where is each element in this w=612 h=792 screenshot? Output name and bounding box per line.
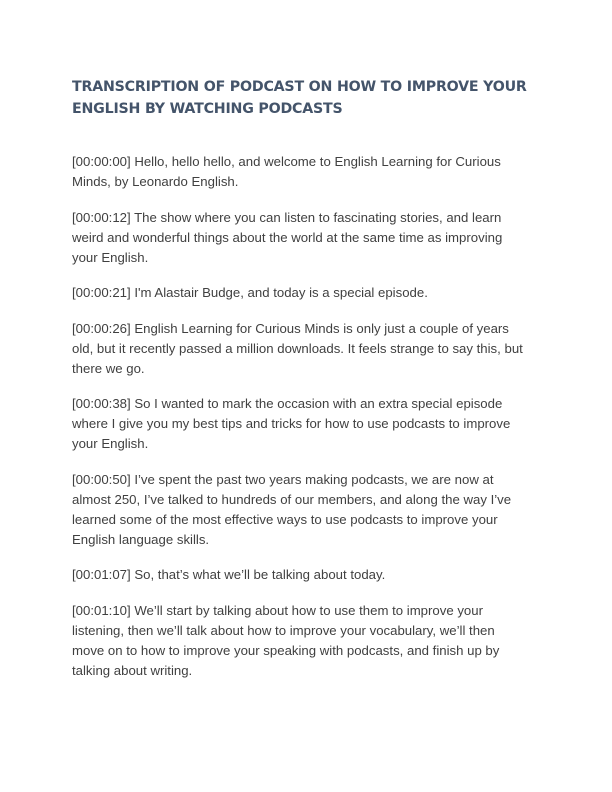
transcript-paragraph — [72, 565, 552, 585]
transcript-line: [00:00:50] I’ve spent the past two years making podcasts, we are now at — [72, 471, 494, 487]
transcript-line: where I give you my best tips and tricks for how to use podcasts to improve — [72, 416, 511, 431]
transcript-line: weird and wonderful things about the world at the same time as improving — [72, 229, 503, 245]
transcript-paragraph — [72, 394, 552, 454]
transcript-line: Minds, by Leonardo English. — [72, 174, 239, 189]
transcript-line: your English. — [72, 436, 149, 451]
transcript-paragraph — [72, 283, 552, 303]
transcript-line: English language skills. — [72, 531, 210, 547]
transcript-body — [72, 152, 552, 696]
transcript-line: learned some of the most effective ways to use podcasts to improve your — [72, 511, 498, 527]
document-title — [72, 76, 552, 120]
title-line: ENGLISH BY WATCHING PODCASTS — [72, 101, 343, 117]
transcript-paragraph — [72, 152, 552, 192]
transcript-line: [00:00:00] Hello, hello hello, and welcome to English Learning for Curious — [72, 154, 501, 169]
transcript-line: [00:00:12] The show where you can listen to fascinating stories, and learn — [72, 209, 502, 225]
transcript-line: [00:01:10] We’ll start by talking about how to use them to improve your — [72, 602, 483, 618]
transcript-line: move on to how to improve your speaking with podcasts, and finish up by — [72, 642, 500, 658]
transcript-paragraph — [72, 470, 552, 550]
transcript-line: [00:00:38] So I wanted to mark the occasion with an extra special episode — [72, 396, 503, 411]
transcript-line: [00:00:26] English Learning for Curious Minds is only just a couple of years — [72, 320, 509, 336]
transcript-paragraph — [72, 601, 552, 681]
transcript-line: [00:01:07] So, that’s what we’ll be talking about today. — [72, 567, 386, 582]
transcript-paragraph — [72, 208, 552, 268]
transcript-paragraph — [72, 319, 552, 379]
transcript-line: listening, then we’ll talk about how to improve your vocabulary, we’ll then — [72, 622, 495, 638]
transcript-line: your English. — [72, 249, 149, 265]
transcript-line: almost 250, I’ve talked to hundreds of our members, and along the way I’ve — [72, 491, 512, 507]
transcript-line: old, but it recently passed a million downloads. It feels strange to say this, but — [72, 340, 523, 356]
transcript-line: [00:00:21] I'm Alastair Budge, and today is a special episode. — [72, 285, 428, 300]
transcript-line: talking about writing. — [72, 662, 193, 678]
title-line: TRANSCRIPTION OF PODCAST ON HOW TO IMPROVE YOUR — [72, 79, 527, 95]
transcript-line: there we go. — [72, 360, 145, 376]
